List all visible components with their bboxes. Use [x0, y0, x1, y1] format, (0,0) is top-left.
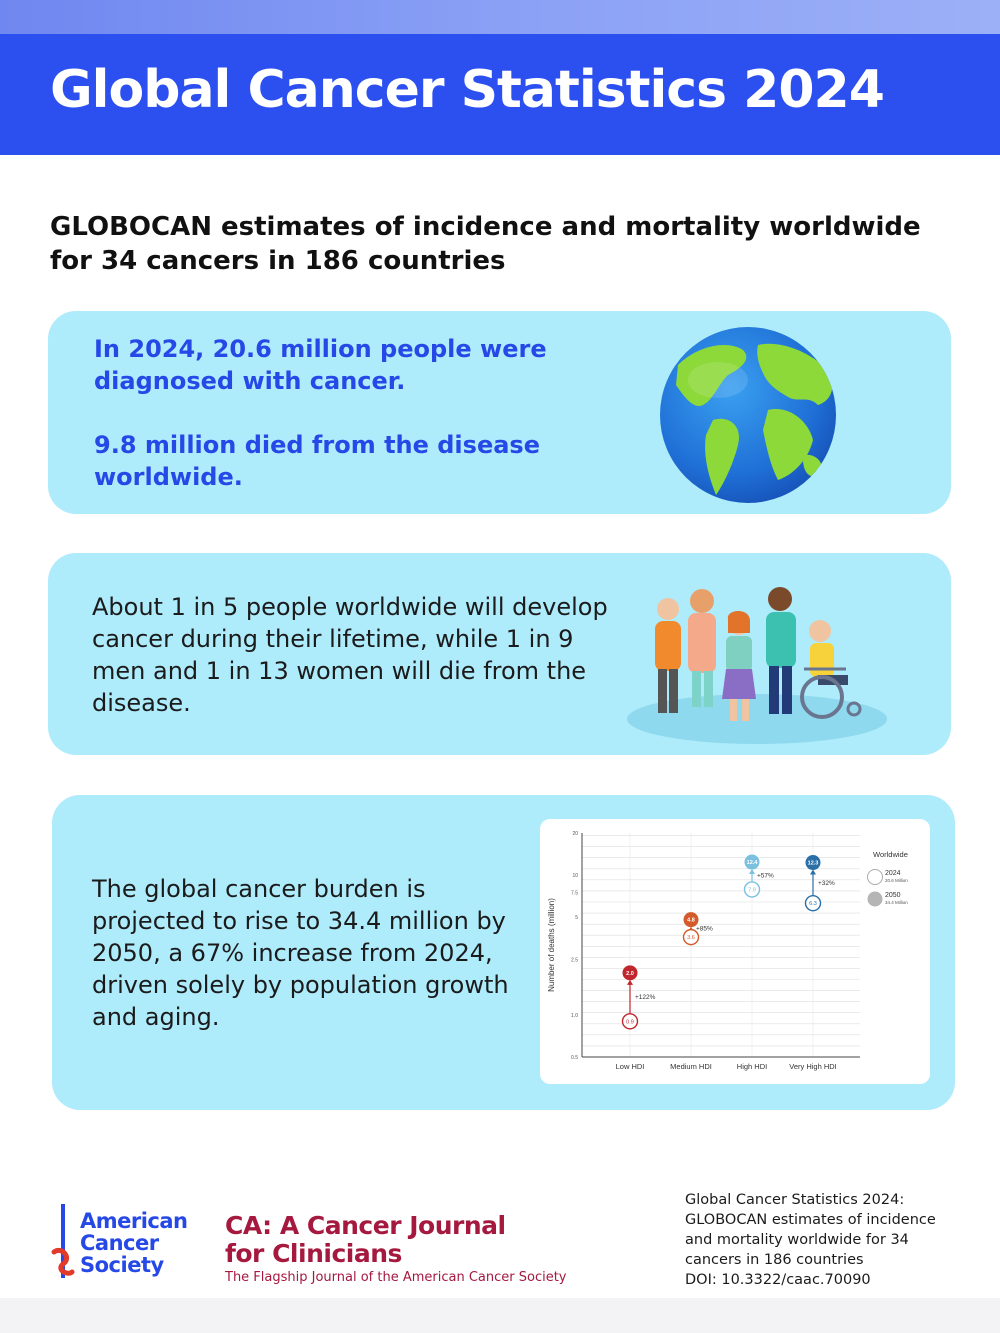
value-label-2050: 2.0 — [626, 970, 634, 977]
lifetime-risk-card — [48, 553, 951, 755]
change-label: +57% — [757, 872, 774, 880]
legend-note-2024: 20.6 Million — [885, 878, 908, 883]
y-tick-label: 2.5 — [571, 957, 578, 964]
y-tick-label: 5 — [575, 915, 578, 922]
deaths-stat: 9.8 million died from the disease worldwide. — [94, 431, 540, 491]
legend-note-2050: 34.4 Million — [885, 900, 908, 905]
footer-band — [0, 1298, 1000, 1333]
change-arrow-head — [810, 870, 816, 875]
x-tick-label: Very High HDI — [789, 1062, 837, 1071]
value-label-2024: 6.3 — [809, 901, 817, 908]
change-label: +85% — [696, 925, 713, 933]
top-strip — [0, 0, 1000, 34]
citation: Global Cancer Statistics 2024: GLOBOCAN estimates of incidence and mortality worldwide for 34 cancers in 186 countries DOI: 10.3322/caac.70090 — [685, 1190, 985, 1290]
legend-marker-2024 — [868, 870, 883, 885]
change-arrow-head — [627, 980, 633, 985]
y-axis-label: Number of deaths (million) — [547, 898, 556, 992]
value-label-2024: 3.6 — [687, 935, 695, 942]
doi-text: DOI: 10.3322/caac.70090 — [685, 1272, 871, 1288]
y-tick-label: 20 — [572, 831, 578, 837]
legend-title: Worldwide — [873, 850, 908, 859]
projection-card — [52, 795, 955, 1110]
y-tick-label: 7.5 — [571, 890, 578, 897]
stats-card — [48, 311, 951, 514]
journal-title: CA: A Cancer Journal for Clinicians — [225, 1211, 506, 1268]
acs-wordmark: American Cancer Society — [80, 1209, 188, 1277]
x-tick-label: Low HDI — [615, 1062, 645, 1071]
people-group-icon — [622, 569, 892, 744]
change-label: +122% — [635, 994, 656, 1002]
legend-marker-2050 — [868, 892, 883, 907]
journal-subtitle: The Flagship Journal of the American Cancer Society — [225, 1270, 567, 1285]
value-label-2050: 4.8 — [687, 917, 695, 924]
header-banner — [0, 34, 1000, 155]
globe-icon — [658, 325, 838, 505]
y-tick-label: 1.0 — [571, 1012, 578, 1019]
hdi-chart-panel — [540, 819, 930, 1084]
legend-label-2050: 2050 — [885, 892, 901, 899]
change-label: +32% — [818, 879, 835, 887]
acs-sword-logo-icon — [48, 1200, 78, 1286]
value-label-2050: 12.4 — [746, 860, 758, 867]
y-tick-label: 0.5 — [571, 1055, 578, 1061]
value-label-2050: 12.3 — [807, 860, 819, 867]
y-tick-label: 10 — [572, 873, 578, 880]
page-title: Global Cancer Statistics 2024 — [50, 60, 884, 120]
x-tick-label: High HDI — [736, 1062, 768, 1071]
value-label-2024: 7.9 — [748, 887, 756, 894]
subtitle: GLOBOCAN estimates of incidence and mortality worldwide for 34 cancers in 186 countries — [50, 212, 921, 276]
projection-text: The global cancer burden is projected to rise to 34.4 million by 2050, a 67% increase from 2024, driven solely by population growth and aging. — [92, 875, 509, 1031]
lifetime-risk-text: About 1 in 5 people worldwide will develop cancer during their lifetime, while 1 in 9 men and 1 in 13 women will die from the disease. — [92, 593, 608, 717]
hdi-deaths-chart — [540, 819, 930, 1084]
x-tick-label: Medium HDI — [670, 1062, 712, 1071]
change-arrow-head — [749, 869, 755, 874]
legend-label-2024: 2024 — [885, 870, 901, 877]
value-label-2024: 0.9 — [626, 1019, 634, 1026]
diagnosed-stat: In 2024, 20.6 million people were diagnosed with cancer. — [94, 335, 547, 395]
